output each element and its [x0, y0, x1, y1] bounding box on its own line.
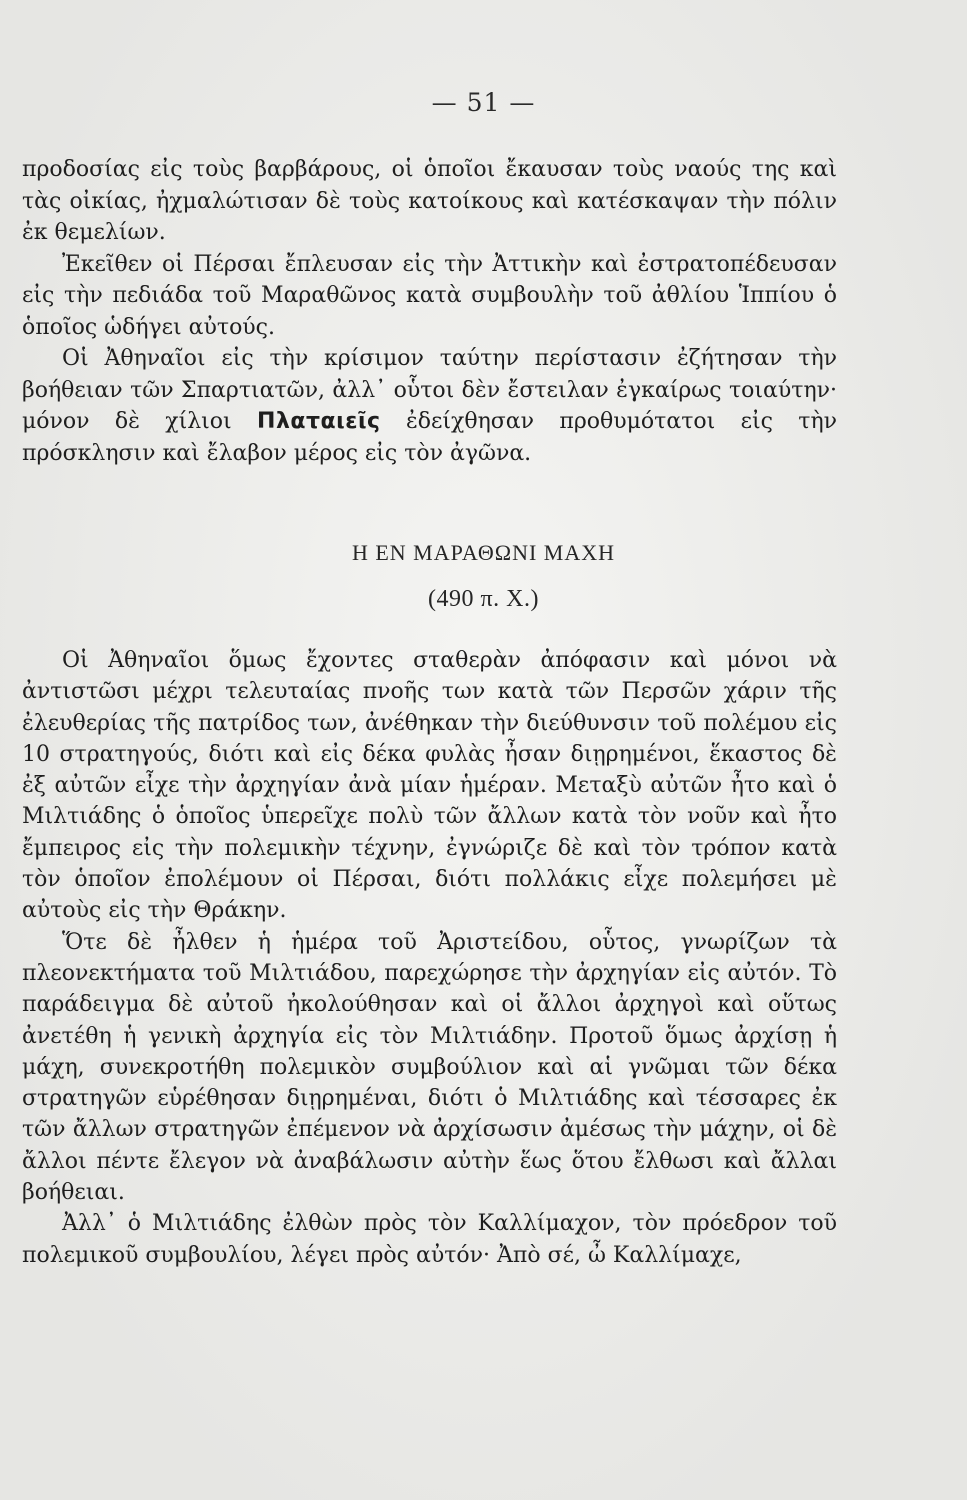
- text-block-top: [22, 154, 837, 469]
- paragraph-kallimachos: Ἀλλ᾽ ὁ Μιλτιάδης ἐλθὼν πρὸς τὸν Καλλίμαχον, τὸν πρόεδρον τοῦ πολεμικοῦ συμβουλίου, λέγει πρὸς αὐτόν· Ἀπὸ σέ, ὦ Καλλίμαχε,: [22, 1211, 837, 1268]
- paragraph-ten-generals: Οἱ Ἀθηναῖοι ὅμως ἔχοντες σταθερὰν ἀπόφασιν καὶ μόνοι νὰ ἀντιστῶσι μέχρι τελευταίας πνοῆς των κατὰ τῶν Περσῶν χάριν τῆς ἐλευθερίας τῆς πατρίδος των, ἀνέθηκαν τὴν διεύθυνσιν τοῦ πολέμου εἰς 10 στρατηγούς, διότι καὶ εἰς δέκα φυλὰς ἦσαν διῃρημένοι, ἕκαστος δὲ ἐξ αὐτῶν εἶχε τὴν ἀρχηγίαν ἀνὰ μίαν ἡμέραν. Μεταξὺ αὐτῶν ἦτο καὶ ὁ Μιλτιάδης ὁ ὁποῖος ὑπερεῖχε πολὺ τῶν ἄλλων κατὰ τὸν νοῦν καὶ ἦτο ἔμπειρος εἰς τὴν πολεμικὴν τέχνην, ἐγνώριζε δὲ καὶ τὸν τρόπον κατὰ τὸν ὁποῖον ἐπολέμουν οἱ Πέρσαι, διότι πολλάκις εἶχε πολεμήσει μὲ αὐτοὺς εἰς τὴν Θράκην.: [22, 648, 837, 924]
- plataieis-emphasis: Πλαταιεῖς: [257, 409, 381, 434]
- page-number: — 51 —: [431, 88, 536, 117]
- paragraph-aristeides: Ὅτε δὲ ἦλθεν ἡ ἡμέρα τοῦ Ἀριστείδου, οὗτος, γνωρίζων τὰ πλεονεκτήματα τοῦ Μιλτιάδου, παρεχώρησε τὴν ἀρχηγίαν εἰς αὐτόν. Τὸ παράδειγμα δὲ αὐτοῦ ἠκολούθησαν καὶ οἱ ἄλλοι ἀρχηγοὶ καὶ οὕτως ἀνετέθη ἡ γενικὴ ἀρχηγία εἰς τὸν Μιλτιάδην. Προτοῦ ὅμως ἀρχίσῃ ἡ μάχη, συνεκροτήθη πολεμικὸν συμβούλιον καὶ αἱ γνῶμαι τῶν δέκα στρατηγῶν εὑρέθησαν διῃρημέναι, διότι ὁ Μιλτιάδης καὶ τέσσαρες ἐκ τῶν ἄλλων στρατηγῶν ἐπέμενον νὰ ἀρχίσωσιν ἀμέσως τὴν μάχην, οἱ δὲ ἄλλοι πέντε ἔλεγον νὰ ἀναβάλωσιν αὐτὴν ἕως ὅτου ἔλθωσι καὶ ἄλλαι βοήθειαι.: [22, 929, 837, 1206]
- section-date: (490 π. Χ.): [428, 586, 539, 612]
- paragraph-athenians-help: [22, 343, 837, 469]
- paragraph-continuation: προδοσίας εἰς τοὺς βαρβάρους, οἱ ὁποῖοι ἔκαυσαν τοὺς ναούς της καὶ τὰς οἰκίας, ἠχμαλώτισαν δὲ τοὺς κατοίκους καὶ κατέσκαψαν τὴν πόλιν ἐκ θεμελίων.: [22, 157, 837, 245]
- text-block-battle: [22, 645, 837, 1271]
- paragraph-athenians-text-after: ἐδείχθησαν προθυμότατοι εἰς τὴν πρόσκλησιν καὶ ἔλαβον μέρος εἰς τὸν ἀγῶνα.: [22, 409, 838, 466]
- section-title: Η ΕΝ ΜΑΡΑΘΩΝΙ ΜΑΧΗ: [351, 540, 616, 565]
- paragraph-persians-attica: Ἐκεῖθεν οἱ Πέρσαι ἔπλευσαν εἰς τὴν Ἀττικὴν καὶ ἐστρατοπέδευσαν εἰς τὴν πεδιάδα τοῦ Μαραθῶνος κατὰ συμβουλὴν τοῦ ἀθλίου Ἱππίου ὁ ὁποῖος ὡδήγει αὐτούς.: [22, 251, 837, 340]
- paragraph-athenians-text-before: Οἱ Ἀθηναῖοι εἰς τὴν κρίσιμον ταύτην περίστασιν ἐζήτησαν τὴν βοήθειαν τῶν Σπαρτιατῶν, ἀλλ᾽ οὗτοι δὲν ἔστειλαν ἐγκαίρως τοιαύτην· μόνον δὲ χίλιοι: [22, 346, 837, 434]
